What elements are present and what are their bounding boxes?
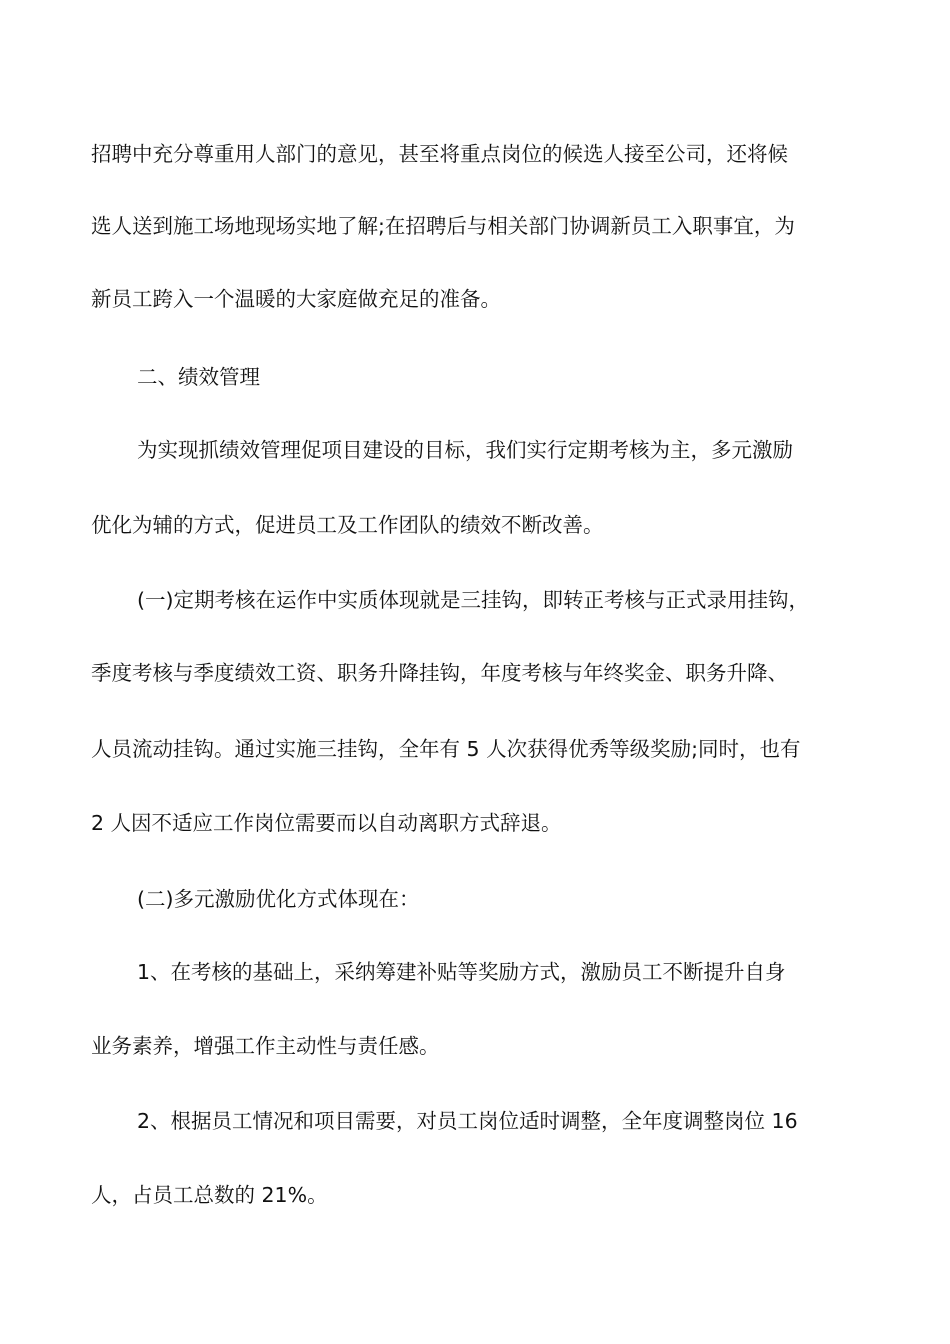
text-line: 为实现抓绩效管理促项目建设的目标，我们实行定期考核为主，多元激励 [137, 438, 793, 462]
text-line: 新员工跨入一个温暖的大家庭做充足的准备。 [91, 287, 501, 311]
text-line: 2、根据员工情况和项目需要，对员工岗位适时调整，全年度调整岗位 16 [137, 1109, 798, 1133]
text-line: 优化为辅的方式，促进员工及工作团队的绩效不断改善。 [91, 513, 604, 537]
text-line: 季度考核与季度绩效工资、职务升降挂钩，年度考核与年终奖金、职务升降、 [91, 661, 788, 685]
text-line: 业务素养，增强工作主动性与责任感。 [91, 1034, 440, 1058]
text-line: 招聘中充分尊重用人部门的意见，甚至将重点岗位的候选人接至公司，还将候 [91, 142, 788, 166]
text-line: (一)定期考核在运作中实质体现就是三挂钩，即转正考核与正式录用挂钩， [137, 588, 809, 612]
text-line: 2 人因不适应工作岗位需要而以自动离职方式辞退。 [91, 811, 562, 835]
text-line: 1、在考核的基础上，采纳筹建补贴等奖励方式，激励员工不断提升自身 [137, 960, 786, 984]
text-line: 选人送到施工场地现场实地了解;在招聘后与相关部门协调新员工入职事宜，为 [91, 214, 795, 238]
section-heading: 二、绩效管理 [137, 365, 260, 389]
text-line: 人，占员工总数的 21%。 [91, 1183, 328, 1207]
sub-heading: (二)多元激励优化方式体现在： [137, 887, 420, 911]
text-line: 人员流动挂钩。通过实施三挂钩，全年有 5 人次获得优秀等级奖励;同时，也有 [91, 737, 801, 761]
